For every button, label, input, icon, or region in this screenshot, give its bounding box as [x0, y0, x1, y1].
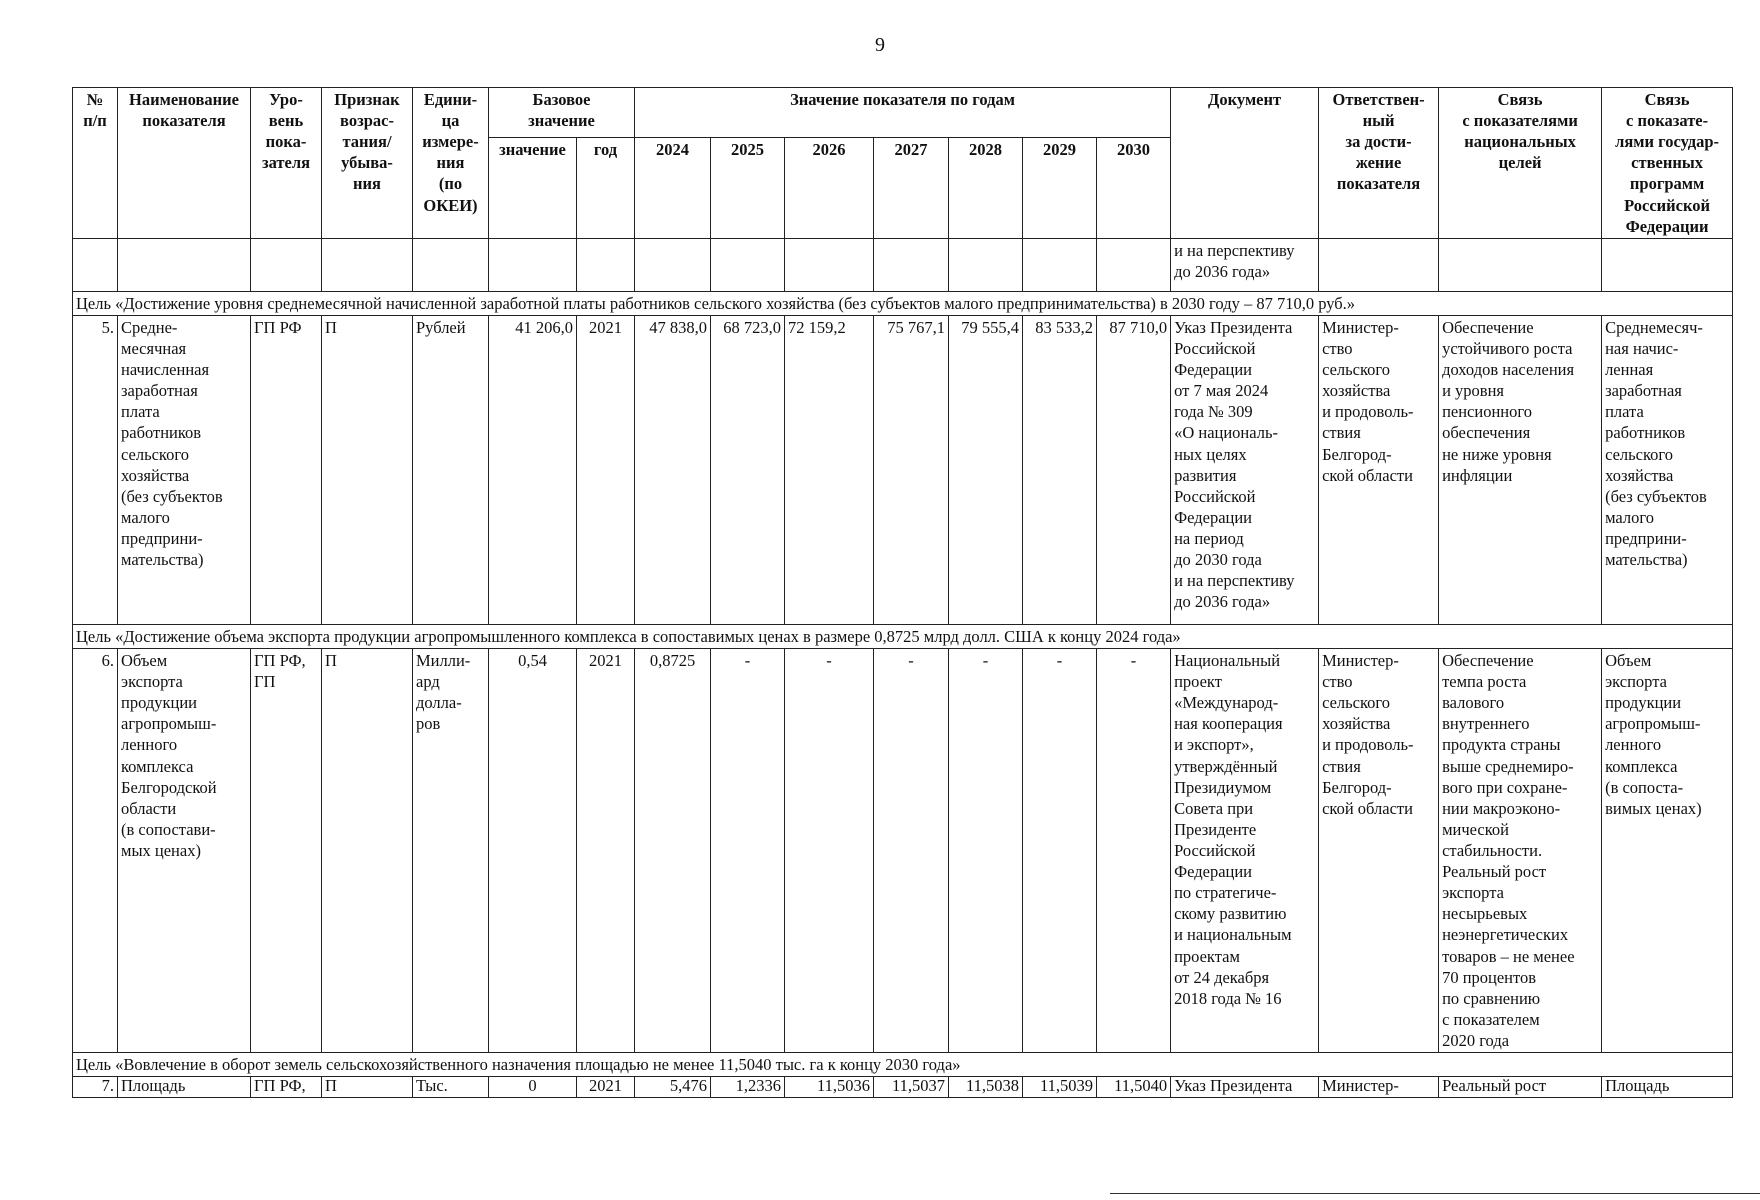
empty-cell: [874, 238, 949, 291]
empty-cell: [1602, 238, 1733, 291]
cell-line: экспорта: [1605, 672, 1667, 692]
cell-line: ния: [436, 153, 465, 173]
cell-line: продукции: [121, 693, 198, 713]
cell-line: ской области: [1322, 798, 1413, 818]
header-year: 2024: [635, 138, 711, 238]
cell-line: сельского: [1605, 444, 1674, 464]
indicator-responsible: [1319, 648, 1439, 1052]
empty-cell: [1023, 238, 1097, 291]
row-num: 5.: [73, 315, 118, 624]
cell-line: (в сопостави-: [121, 819, 216, 839]
cell-line: года № 309: [1174, 402, 1253, 422]
cell-line: Федерации: [1174, 507, 1253, 527]
cell-line: долла-: [416, 693, 462, 713]
indicator-document: [1171, 315, 1319, 624]
cell-line: Площадь: [1605, 1076, 1670, 1096]
indicator-name: [118, 648, 251, 1052]
indicator-level: [251, 648, 322, 1052]
cell-line: нии макроэконо-: [1442, 798, 1561, 818]
cell-line: ных целях: [1174, 444, 1247, 464]
cell-line: Президенте: [1174, 819, 1257, 839]
header-years-group: Значение показателя по годам: [635, 88, 1171, 138]
bottom-rule: [1110, 1193, 1760, 1194]
year-value: -: [1097, 648, 1171, 1052]
cell-line: внутреннего: [1442, 714, 1530, 734]
cell-line: и уровня: [1442, 381, 1504, 401]
cell-line: скому развитию: [1174, 904, 1287, 924]
cell-line: измере-: [422, 132, 479, 152]
cell-line: целей: [1498, 153, 1542, 173]
cell-line: ная начис-: [1605, 338, 1679, 358]
cell-line: Белгород-: [1322, 444, 1392, 464]
header-year: 2030: [1097, 138, 1171, 238]
indicator-unit: [413, 315, 489, 624]
indicator-document: [1171, 1077, 1319, 1098]
cell-line: предприни-: [121, 528, 203, 548]
cell-line: комплекса: [121, 756, 194, 776]
cell-line: доходов населения: [1442, 360, 1575, 380]
cell-line: ОКЕИ): [423, 195, 478, 215]
cell-line: Связь: [1644, 90, 1690, 109]
cell-line: возрас-: [340, 111, 394, 131]
cell-line: Реальный рост: [1442, 862, 1547, 882]
goal-text: Цель «Вовлечение в оборот земель сельскохозяйственного назначения площадью не менее 11,5040 тыс. га к концу 2030 года»: [73, 1053, 1733, 1077]
empty-cell: [577, 238, 635, 291]
year-value: 11,5037: [874, 1077, 949, 1098]
cell-line: с показате-: [1626, 111, 1709, 131]
header-num: [73, 88, 118, 239]
cell-line: убыва-: [341, 153, 393, 173]
indicator-national-link: [1439, 1077, 1602, 1098]
cell-line: ствия: [1322, 756, 1361, 776]
cell-line: не ниже уровня: [1442, 444, 1552, 464]
row-num: 6.: [73, 648, 118, 1052]
cell-line: ГП РФ,: [254, 1076, 306, 1096]
cell-line: ард: [416, 672, 440, 692]
table-row: [73, 648, 1733, 1052]
year-value: -: [711, 648, 785, 1052]
empty-cell: [949, 238, 1023, 291]
year-value: 79 555,4: [949, 315, 1023, 624]
header-year: 2026: [785, 138, 874, 238]
header-base: [489, 88, 635, 138]
year-value: 1,2336: [711, 1077, 785, 1098]
cell-line: по стратегиче-: [1174, 883, 1277, 903]
header-year: 2025: [711, 138, 785, 238]
page-number: 9: [875, 34, 885, 56]
header-base-value: значение: [489, 138, 577, 238]
header-name: [118, 88, 251, 239]
header-level: [251, 88, 322, 239]
cell-line: ленная: [1605, 360, 1654, 380]
cell-line: вого при сохране-: [1442, 777, 1568, 797]
cell-line: продукта страны: [1442, 735, 1561, 755]
cell-line: хозяйства: [121, 465, 190, 485]
cell-line: Национальный: [1174, 650, 1281, 670]
cell-line: обеспечения: [1442, 423, 1531, 443]
cell-line: Белгородской: [121, 777, 217, 797]
indicator-unit: [413, 648, 489, 1052]
cell-line: (без субъектов: [1605, 486, 1707, 506]
cell-line: сельского: [121, 444, 189, 464]
cell-line: вимых ценах): [1605, 798, 1702, 818]
year-value: -: [1023, 648, 1097, 1052]
indicator-sign: П: [322, 315, 413, 624]
cell-line: Министер-: [1322, 650, 1399, 670]
cell-line: проект: [1174, 672, 1222, 692]
empty-cell: [73, 238, 118, 291]
cell-line: Российской: [1174, 486, 1256, 506]
cell-line: от 24 декабря: [1174, 967, 1270, 987]
indicator-unit: [413, 1077, 489, 1098]
cell-line: ца: [441, 111, 460, 131]
cell-line: проектам: [1174, 946, 1240, 966]
cell-line: и национальным: [1174, 925, 1292, 945]
cell-line: стабильности.: [1442, 840, 1543, 860]
header-base-year: год: [577, 138, 635, 238]
cell-line: (по: [438, 174, 463, 194]
cell-line: несырьевых: [1442, 904, 1528, 924]
cell-line: на период: [1174, 528, 1244, 548]
base-value: 41 206,0: [489, 315, 577, 624]
cell-line: ров: [416, 714, 441, 734]
cell-line: показателя: [1336, 174, 1421, 194]
cell-line: и на перспективу: [1174, 571, 1295, 591]
header-unit: [413, 88, 489, 239]
cell-line: Обеспечение: [1442, 650, 1534, 670]
empty-cell: [322, 238, 413, 291]
cell-line: Министер-: [1322, 1076, 1399, 1096]
base-year: 2021: [577, 648, 635, 1052]
cell-line: развития: [1174, 465, 1237, 485]
cell-line: Объем: [121, 650, 168, 670]
cell-line: Совета при: [1174, 798, 1254, 818]
cell-line: Связь: [1497, 90, 1543, 109]
cell-line: мической: [1442, 819, 1509, 839]
continuation-document: [1171, 238, 1319, 291]
cell-line: Обеспечение: [1442, 317, 1534, 337]
year-value: 5,476: [635, 1077, 711, 1098]
cell-line: мательства): [1605, 550, 1688, 570]
cell-line: месячная: [121, 338, 187, 358]
cell-line: Милли-: [416, 650, 471, 670]
cell-line: национальных: [1464, 132, 1576, 152]
table-row: [73, 315, 1733, 624]
empty-cell: [118, 238, 251, 291]
year-value: 11,5040: [1097, 1077, 1171, 1098]
cell-line: хозяйства: [1322, 714, 1391, 734]
cell-line: Президиумом: [1174, 777, 1272, 797]
goal-row: [73, 624, 1733, 648]
cell-line: значение: [528, 111, 595, 131]
cell-line: Тыс.: [416, 1076, 448, 1096]
row-num: 7.: [73, 1077, 118, 1098]
cell-line: лями государ-: [1615, 132, 1720, 152]
goal-text: Цель «Достижение объема экспорта продукции агропромышленного комплекса в сопоставимых ценах в размере 0,8725 млрд долл. США к концу 2024 года»: [73, 624, 1733, 648]
cell-line: Российской: [1174, 840, 1256, 860]
empty-cell: [1439, 238, 1602, 291]
cell-line: ния: [353, 174, 381, 194]
cell-line: комплекса: [1605, 756, 1678, 776]
indicator-state-link: [1602, 315, 1733, 624]
cell-line: тания/: [342, 132, 392, 152]
indicator-state-link: [1602, 648, 1733, 1052]
header-national: [1439, 88, 1602, 239]
cell-line: «Международ-: [1174, 693, 1279, 713]
cell-line: Едини-: [423, 90, 478, 109]
empty-cell: [1319, 238, 1439, 291]
cell-line: малого: [1605, 507, 1654, 527]
cell-line: №: [86, 90, 104, 109]
cell-line: экспорта: [121, 672, 183, 692]
cell-line: ная кооперация: [1174, 714, 1283, 734]
continuation-row: [73, 238, 1733, 291]
header-year: 2029: [1023, 138, 1097, 238]
indicator-state-link: [1602, 1077, 1733, 1098]
cell-line: Федерации: [1174, 360, 1253, 380]
cell-line: предприни-: [1605, 528, 1687, 548]
cell-line: устойчивого роста: [1442, 338, 1573, 358]
cell-line: 2018 года № 16: [1174, 988, 1282, 1008]
cell-line: области: [121, 798, 177, 818]
cell-line: пока-: [265, 132, 307, 152]
cell-line: Базовое: [532, 90, 591, 109]
cell-line: продукции: [1605, 693, 1682, 713]
cell-line: Наименование: [129, 90, 239, 109]
cell-line: Средне-: [121, 317, 178, 337]
header-row-top: [73, 88, 1733, 138]
cell-line: ленного: [121, 735, 178, 755]
cell-line: валового: [1442, 693, 1505, 713]
cell-line: сельского: [1322, 360, 1391, 380]
indicator-name: [118, 1077, 251, 1098]
cell-line: до 2036 года»: [1174, 592, 1271, 612]
cell-line: показателя: [142, 111, 226, 131]
year-value: 11,5039: [1023, 1077, 1097, 1098]
year-value: 87 710,0: [1097, 315, 1171, 624]
header-year: 2027: [874, 138, 949, 238]
cell-line: и на перспективу: [1174, 240, 1295, 260]
cell-line: ный: [1362, 111, 1395, 131]
empty-cell: [251, 238, 322, 291]
cell-line: выше среднемиро-: [1442, 756, 1574, 776]
base-value: 0: [489, 1077, 577, 1098]
cell-line: Признак: [334, 90, 400, 109]
cell-line: за дости-: [1345, 132, 1412, 152]
cell-line: инфляции: [1442, 465, 1513, 485]
cell-line: ГП РФ,: [254, 650, 306, 670]
cell-line: малого: [121, 507, 170, 527]
cell-line: Уро-: [269, 90, 303, 109]
cell-line: Рублей: [416, 317, 466, 337]
header-year: 2028: [949, 138, 1023, 238]
cell-line: 2020 года: [1442, 1030, 1510, 1050]
indicator-level: [251, 315, 322, 624]
cell-line: мательства): [121, 550, 204, 570]
year-value: 83 533,2: [1023, 315, 1097, 624]
cell-line: Указ Президента: [1174, 1076, 1293, 1096]
year-value: 68 723,0: [711, 315, 785, 624]
goal-row: [73, 291, 1733, 315]
year-value: -: [785, 648, 874, 1052]
indicator-sign: П: [322, 648, 413, 1052]
cell-line: вень: [268, 111, 304, 131]
year-value: 11,5036: [785, 1077, 874, 1098]
cell-line: заработная: [121, 381, 198, 401]
cell-line: товаров – не менее: [1442, 946, 1575, 966]
cell-line: Ответствен-: [1332, 90, 1425, 109]
cell-line: Площадь: [121, 1076, 186, 1096]
indicator-sign: П: [322, 1077, 413, 1098]
cell-line: Федерации: [1174, 862, 1253, 882]
cell-line: (в сопоста-: [1605, 777, 1684, 797]
indicator-responsible: [1319, 315, 1439, 624]
cell-line: Российской: [1174, 338, 1256, 358]
indicator-responsible: [1319, 1077, 1439, 1098]
cell-line: агропромыш-: [121, 714, 217, 734]
cell-line: агропромыш-: [1605, 714, 1701, 734]
base-value: 0,54: [489, 648, 577, 1052]
empty-cell: [1097, 238, 1171, 291]
indicator-national-link: [1439, 315, 1602, 624]
cell-line: Указ Президента: [1174, 317, 1293, 337]
cell-line: и продоволь-: [1322, 402, 1414, 422]
cell-line: 70 процентов: [1442, 967, 1537, 987]
cell-line: Федерации: [1625, 216, 1709, 236]
empty-cell: [785, 238, 874, 291]
cell-line: сельского: [1322, 693, 1391, 713]
base-year: 2021: [577, 315, 635, 624]
cell-line: ствия: [1322, 423, 1361, 443]
cell-line: пенсионного: [1442, 402, 1532, 422]
cell-line: Министер-: [1322, 317, 1399, 337]
cell-line: мых ценах): [121, 840, 201, 860]
year-value: 11,5038: [949, 1077, 1023, 1098]
cell-line: с показателями: [1462, 111, 1578, 131]
cell-line: Белгород-: [1322, 777, 1392, 797]
goal-row: [73, 1053, 1733, 1077]
cell-line: до 2030 года: [1174, 550, 1262, 570]
cell-line: ленного: [1605, 735, 1662, 755]
indicator-document: [1171, 648, 1319, 1052]
cell-line: жение: [1355, 153, 1402, 173]
cell-line: Среднемесяч-: [1605, 317, 1703, 337]
year-value: 75 767,1: [874, 315, 949, 624]
cell-line: Реальный рост: [1442, 1076, 1547, 1096]
cell-line: от 7 мая 2024: [1174, 381, 1269, 401]
cell-line: Российской: [1624, 195, 1711, 215]
cell-line: п/п: [83, 111, 107, 131]
cell-line: темпа роста: [1442, 672, 1527, 692]
cell-line: (без субъектов: [121, 486, 223, 506]
indicator-name: [118, 315, 251, 624]
cell-line: программ: [1629, 174, 1705, 194]
table-row: [73, 1077, 1733, 1098]
cell-line: Объем: [1605, 650, 1652, 670]
indicators-table: [72, 87, 1733, 1098]
cell-line: ГП РФ: [254, 317, 302, 337]
header-responsible: [1319, 88, 1439, 239]
empty-cell: [413, 238, 489, 291]
cell-line: хозяйства: [1605, 465, 1674, 485]
indicator-national-link: [1439, 648, 1602, 1052]
cell-line: утверждённый: [1174, 756, 1278, 776]
cell-line: по сравнению: [1442, 988, 1541, 1008]
base-year: 2021: [577, 1077, 635, 1098]
cell-line: зателя: [261, 153, 311, 173]
cell-line: работников: [121, 423, 202, 443]
header-state: [1602, 88, 1733, 239]
cell-line: плата: [1605, 402, 1644, 422]
cell-line: ственных: [1631, 153, 1703, 173]
cell-line: неэнергетических: [1442, 925, 1569, 945]
cell-line: «О националь-: [1174, 423, 1278, 443]
cell-line: ство: [1322, 338, 1353, 358]
cell-line: хозяйства: [1322, 381, 1391, 401]
cell-line: ГП: [254, 672, 276, 692]
year-value: -: [949, 648, 1023, 1052]
cell-line: ской области: [1322, 465, 1413, 485]
year-value: 0,8725: [635, 648, 711, 1052]
empty-cell: [711, 238, 785, 291]
cell-line: экспорта: [1442, 883, 1504, 903]
year-value: 47 838,0: [635, 315, 711, 624]
empty-cell: [489, 238, 577, 291]
cell-line: начисленная: [121, 360, 210, 380]
empty-cell: [635, 238, 711, 291]
cell-line: и экспорт»,: [1174, 735, 1254, 755]
goal-text: Цель «Достижение уровня среднемесячной начисленной заработной платы работников сельского хозяйства (без субъектов малого предпринимательства) в 2030 году – 87 710,0 руб.»: [73, 291, 1733, 315]
cell-line: до 2036 года»: [1174, 261, 1271, 281]
cell-line: с показателем: [1442, 1009, 1540, 1029]
cell-line: работников: [1605, 423, 1686, 443]
year-value: 72 159,2: [785, 315, 874, 624]
cell-line: и продоволь-: [1322, 735, 1414, 755]
cell-line: ство: [1322, 672, 1353, 692]
year-value: -: [874, 648, 949, 1052]
header-sign: [322, 88, 413, 239]
header-document: Документ: [1171, 88, 1319, 239]
cell-line: плата: [121, 402, 160, 422]
indicator-level: [251, 1077, 322, 1098]
cell-line: заработная: [1605, 381, 1682, 401]
